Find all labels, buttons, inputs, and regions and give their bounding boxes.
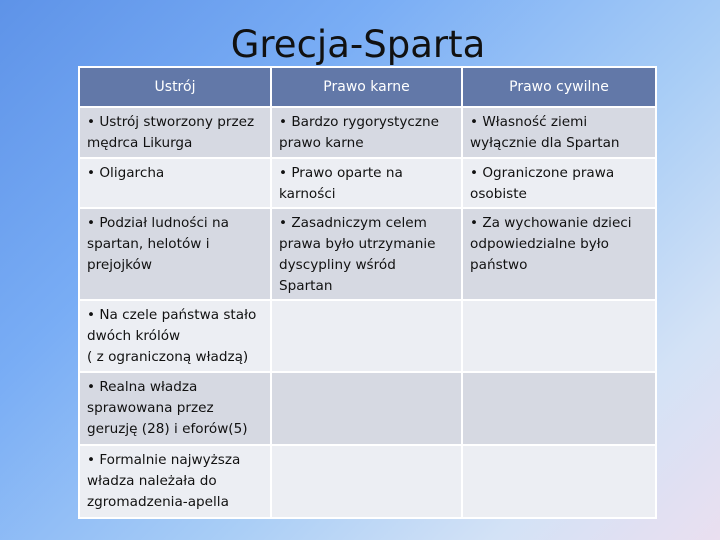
header-prawo-cywilne: Prawo cywilne [462,67,656,107]
table-cell: • Prawo oparte na karności [271,158,462,209]
comparison-table-container [78,66,655,519]
table-cell: • Zasadniczym celem prawa było utrzymanie dyscypliny wśród Spartan [271,208,462,299]
table-cell: • Podział ludności na spartan, helotów i prejojków [79,208,271,299]
table-cell: • Bardzo rygorystyczne prawo karne [271,107,462,158]
table-cell: • Ustrój stworzony przez mędrca Likurga [79,107,271,158]
table-cell: • Formalnie najwyższa władza należała do zgromadzenia-apella [79,445,271,518]
comparison-table [78,66,657,519]
table-cell: • Oligarcha [79,158,271,209]
table-cell [462,372,656,445]
header-ustroj: Ustrój [79,67,271,107]
table-header-row [79,67,656,107]
table-row [79,158,656,209]
table-cell: • Realna władza sprawowana przez geruzję (28) i eforów(5) [79,372,271,445]
table-row [79,445,656,518]
table-cell [271,300,462,372]
table-cell: • Własność ziemi wyłącznie dla Spartan [462,107,656,158]
header-prawo-karne: Prawo karne [271,67,462,107]
table-row [79,300,656,372]
table-cell [271,372,462,445]
table-cell [462,300,656,372]
table-cell: • Na czele państwa stało dwóch królów ( z ograniczoną władzą) [79,300,271,372]
table-cell [462,445,656,518]
table-cell [271,445,462,518]
table-row [79,372,656,445]
table-row [79,208,656,299]
slide-title: Grecja-Sparta [230,23,486,66]
table-cell: • Za wychowanie dzieci odpowiedzialne było państwo [462,208,656,299]
table-row [79,107,656,158]
table-cell: • Ograniczone prawa osobiste [462,158,656,209]
